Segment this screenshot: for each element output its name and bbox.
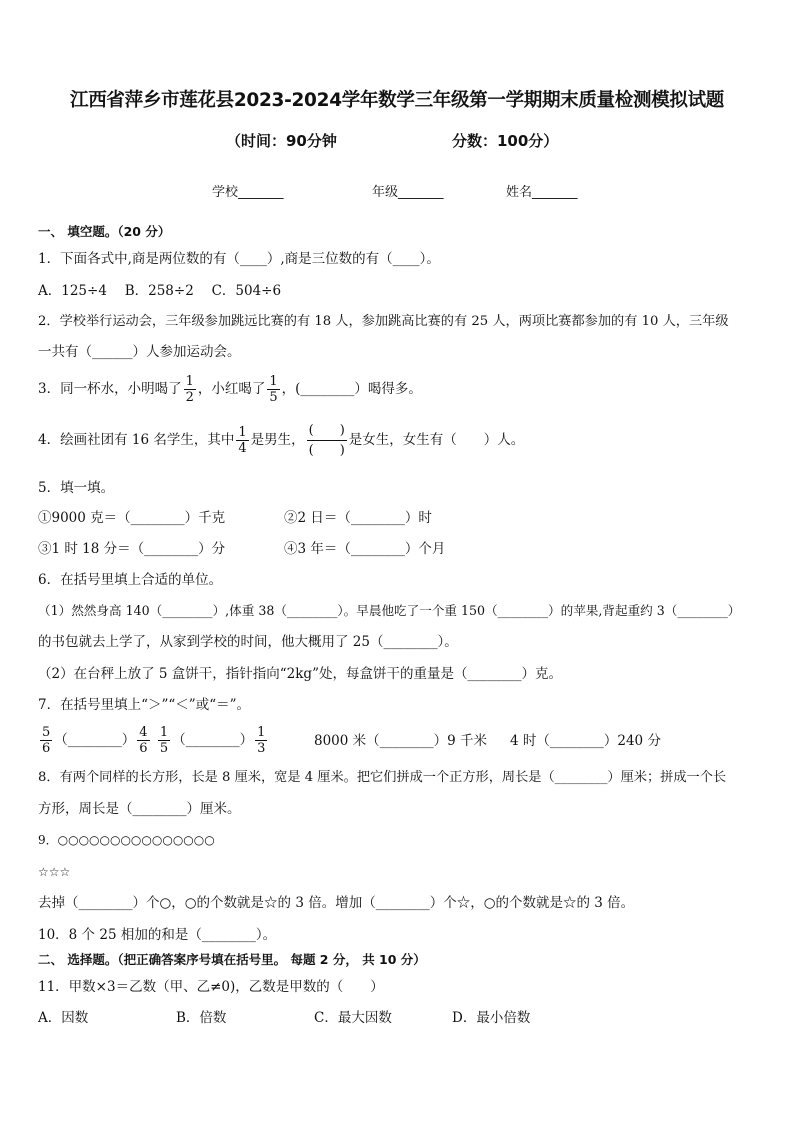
question-1-options: A．125÷4 B．258÷2 C．504÷6 — [38, 283, 282, 299]
question-4: 4．绘画社团有 16 名学生，其中 $\frac{1}{4}$ 是男生， $\frac{( )}{( )}$ 是女生，女生有（ ）人。 — [38, 423, 525, 458]
grade-field: 年级_______ — [372, 185, 444, 200]
question-8-line-2: 方形，周长是（________）厘米。 — [38, 801, 241, 817]
question-6-line-2: 的书包就去上学了，从家到学校的时间，他大概用了 25（________）。 — [38, 634, 458, 650]
blank-fraction: $\frac{( )}{( )}$ — [308, 423, 345, 458]
question-5-item-4: ④3 年＝（________）个月 — [284, 541, 446, 557]
question-11-option-b: B．倍数 — [176, 1010, 227, 1026]
question-9-stars: ☆☆☆ — [38, 865, 71, 879]
question-7-title: 7．在括号里填上“＞”“＜”或“＝”。 — [38, 697, 250, 713]
exam-title: 江西省萍乡市莲花县2023-2024学年数学三年级第一学期期末质量检测模拟试题 — [70, 90, 724, 111]
name-field: 姓名_______ — [506, 185, 578, 200]
question-8-line-1: 8．有两个同样的长方形，长是 8 厘米，宽是 4 厘米。把它们拼成一个正方形，周长是（________）厘米；拼成一个长 — [38, 770, 727, 785]
section-2-title: 二、 选择题。（把正确答案序号填在括号里。 每题 2 分， 共 10 分） — [38, 952, 426, 967]
question-6-title: 6．在括号里填上合适的单位。 — [38, 572, 223, 588]
fraction: $\frac{1}{3}$ — [257, 725, 266, 756]
question-7-a: $\frac{5}{6}$ （________） $\frac{4}{6}$ $\frac{1}{5}$ （________） $\frac{1}{3}$ — [42, 725, 266, 756]
question-3: 3．同一杯水，小明喝了 $\frac{1}{2}$ ，小红喝了 $\frac{1}{5}$ ，(________）喝得多。 — [38, 374, 422, 405]
question-5-title: 5．填一填。 — [38, 480, 115, 496]
question-11-option-c: C．最大因数 — [314, 1010, 392, 1026]
question-2-line-2: 一共有（______）人参加运动会。 — [38, 344, 241, 360]
question-7-b: 8000 米（________）9 千米 — [314, 733, 488, 749]
question-6-line-3: （2）在台秤上放了 5 盒饼干，指针指向“2kg”处，每盒饼干的重量是（________）克。 — [38, 666, 562, 682]
fraction: $\frac{4}{6}$ — [139, 725, 148, 756]
fraction: $\frac{1}{5}$ — [269, 374, 278, 405]
question-1: 1．下面各式中,商是两位数的有（____）,商是三位数的有（____）。 — [38, 251, 440, 267]
question-10: 10．8 个 25 相加的和是（________）。 — [38, 927, 277, 943]
fraction: $\frac{5}{6}$ — [42, 725, 51, 756]
exam-score: 分数：100分） — [452, 132, 559, 150]
question-11-option-d: D．最小倍数 — [452, 1010, 531, 1026]
question-5-item-3: ③1 时 18 分＝（________）分 — [38, 541, 226, 557]
question-11: 11．甲数×3＝乙数（甲、乙≠0)，乙数是甲数的（ ） — [38, 979, 384, 995]
question-5-item-1: ①9000 克＝（________）千克 — [38, 510, 226, 526]
section-1-title: 一、 填空题。（20 分） — [38, 224, 171, 239]
question-2-line-1: 2．学校举行运动会，三年级参加跳远比赛的有 18 人，参加跳高比赛的有 25 人，两项比赛都参加的有 10 人，三年级 — [38, 314, 729, 329]
question-6-line-1: （1）然然身高 140（________）,体重 38（________）。早晨他吃了一个重 150（________）的苹果,背起重约 3（________） — [38, 603, 741, 618]
school-field: 学校_______ — [212, 185, 284, 200]
question-7-c: 4 时（________）240 分 — [510, 733, 661, 749]
question-5-item-2: ②2 日＝（________）时 — [284, 510, 432, 526]
exam-time: （时间：90分钟 — [226, 132, 337, 150]
question-9-circles: 9．○○○○○○○○○○○○○○○ — [38, 833, 215, 847]
fraction: $\frac{1}{5}$ — [159, 725, 169, 756]
question-11-option-a: A．因数 — [38, 1010, 89, 1026]
fraction: $\frac{1}{4}$ — [238, 425, 247, 456]
fraction: $\frac{1}{2}$ — [185, 374, 194, 405]
question-9-text: 去掉（________）个○，○的个数就是☆的 3 倍。增加（________）个☆，○的个数就是☆的 3 倍。 — [38, 895, 635, 911]
